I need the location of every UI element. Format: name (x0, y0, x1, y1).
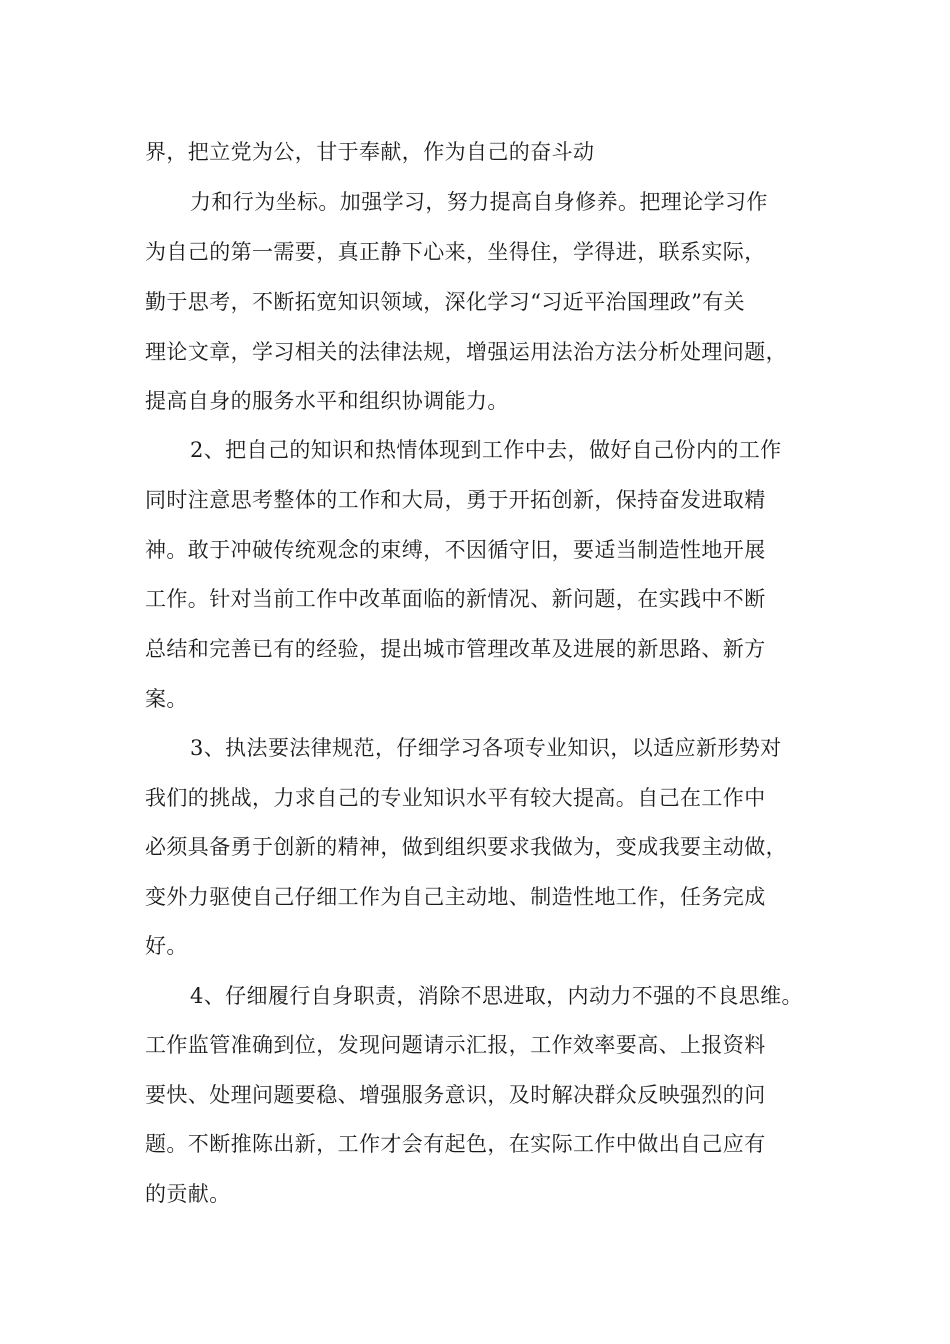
paragraph-4-line: 4、仔细履行自身职责，消除不思进取，内动力不强的不良思维。 (190, 984, 803, 1008)
text-line: 变外力驱使自己仔细工作为自己主动地、制造性地工作，任务完成 (145, 885, 766, 909)
text-line: 提高自身的服务水平和组织协调能力。 (145, 389, 509, 413)
text-line: 要快、处理问题要稳、增强服务意识，及时解决群众反映强烈的问 (145, 1083, 766, 1107)
text-line: 案。 (145, 687, 188, 711)
paragraph-3-line: 3、执法要法律规范，仔细学习各项专业知识，以适应新形势对 (190, 736, 782, 760)
text-line: 总结和完善已有的经验，提出城市管理改革及进展的新思路、新方 (145, 637, 766, 661)
text-line: 我们的挑战，力求自己的专业知识水平有较大提高。自己在工作中 (145, 786, 766, 810)
text-line: 力和行为坐标。加强学习，努力提高自身修养。把理论学习作 (190, 190, 768, 214)
text-line: 界，把立党为公，甘于奉献，作为自己的奋斗动 (145, 140, 595, 164)
text-line: 为自己的第一需要，真正静下心来，坐得住，学得进，联系实际， (145, 240, 766, 264)
text-line: 同时注意思考整体的工作和大局，勇于开拓创新，保持奋发进取精 (145, 488, 766, 512)
text-line: 题。不断推陈出新，工作才会有起色，在实际工作中做出自己应有 (145, 1132, 766, 1156)
text-line: 工作监管准确到位，发现问题请示汇报，工作效率要高、上报资料 (145, 1033, 766, 1057)
paragraph-2-line: 2、把自己的知识和热情体现到工作中去，做好自己份内的工作 (190, 438, 782, 462)
text-line: 勤于思考，不断拓宽知识领域，深化学习“习近平治国理政”有关 (145, 290, 746, 314)
text-line: 理论文章，学习相关的法律法规，增强运用法治方法分析处理问题， (145, 340, 787, 364)
text-line: 神。敢于冲破传统观念的束缚，不因循守旧，要适当制造性地开展 (145, 538, 766, 562)
text-line: 的贡献。 (145, 1182, 231, 1206)
text-line: 工作。针对当前工作中改革面临的新情况、新问题，在实践中不断 (145, 587, 766, 611)
text-line: 必须具备勇于创新的精神，做到组织要求我做为，变成我要主动做， (145, 835, 787, 859)
text-line: 好。 (145, 934, 188, 958)
